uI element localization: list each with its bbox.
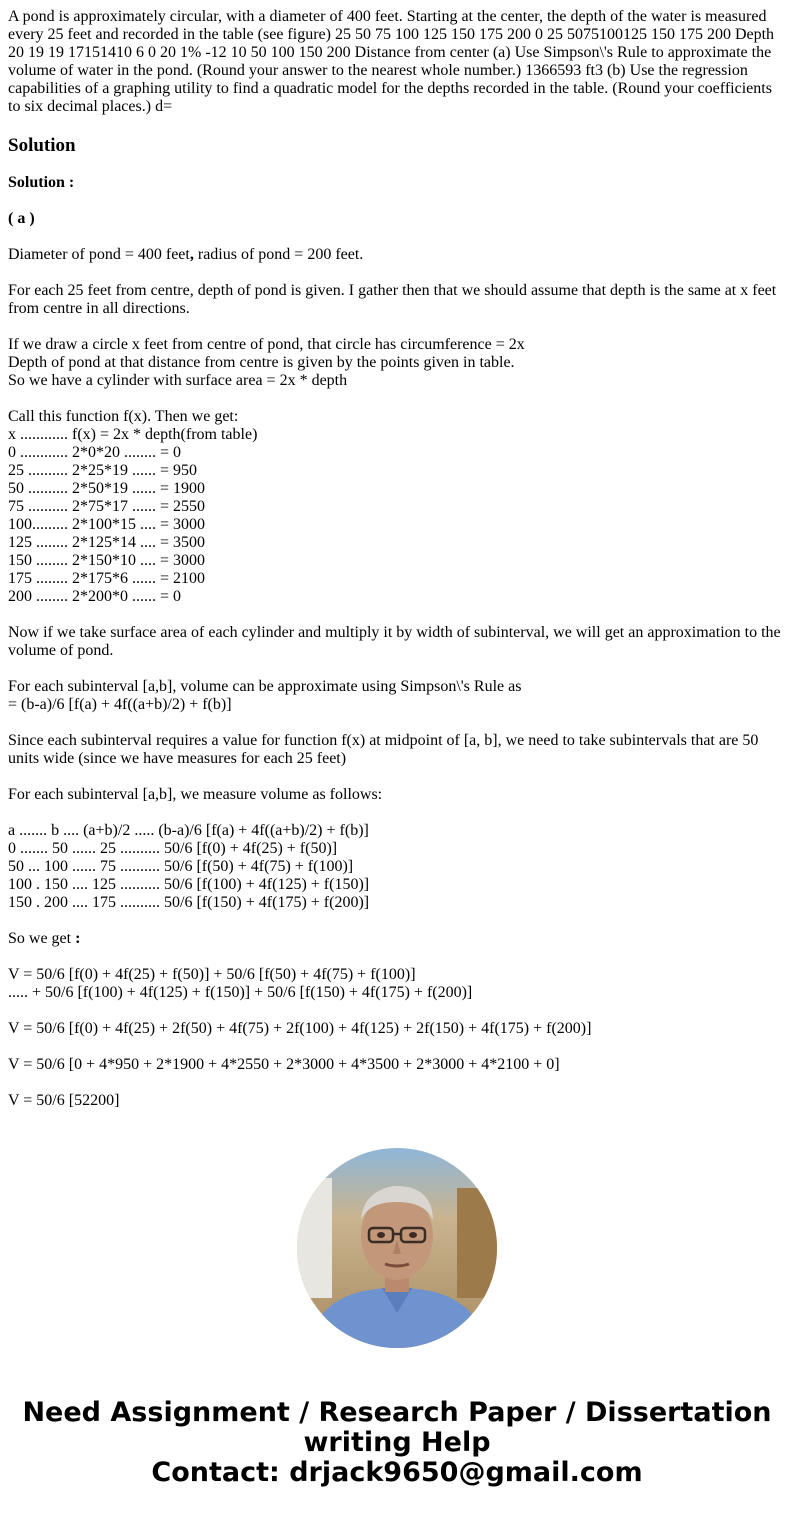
footer-banner [8,1398,786,1488]
simpson-line: = (b-a)/6 [f(a) + 4f((a+b)/2) + f(b)] [8,696,232,713]
radius-text: radius of pond = 200 feet. [193,246,364,263]
interval-line: 100 . 150 .... 125 .......... 50/6 [f(100) + 4f(125) + f(150)] [8,876,370,893]
each-25-paragraph: For each 25 feet from centre, depth of pond is given. I gather then that we should assume that depth is the same at x feet from centre in all directions. [8,282,777,317]
author-avatar [297,1148,497,1348]
volume-substituted: V = 50/6 [0 + 4*950 + 2*1900 + 4*2550 + 2*3000 + 4*3500 + 2*3000 + 4*2100 + 0] [8,1056,560,1073]
interval-table [8,822,786,912]
diameter-comma: , [189,246,194,263]
footer-line: Need Assignment / Research Paper / Dissertation [22,1397,772,1428]
measure-paragraph: For each subinterval [a,b], we measure volume as follows: [8,786,383,803]
function-line: 175 ........ 2*175*6 ...... = 2100 [8,570,206,587]
simpson-line: For each subinterval [a,b], volume can be approximate using Simpson\'s Rule as [8,678,522,695]
circle-line: If we draw a circle x feet from centre of pond, that circle has circumference = 2x [8,336,525,353]
simpson-paragraph [8,678,786,714]
function-line: 0 ............ 2*0*20 ........ = 0 [8,444,182,461]
volume-line: V = 50/6 [f(0) + 4f(25) + f(50)] + 50/6 [f(50) + 4f(75) + f(100)] [8,966,416,983]
interval-line: 0 ....... 50 ...... 25 .......... 50/6 [f(0) + 4f(25) + f(50)] [8,840,338,857]
surface-paragraph: Now if we take surface area of each cylinder and multiply it by width of subinterval, we will get an approximation to the volume of pond. [8,624,781,659]
function-line: 125 ........ 2*125*14 .... = 3500 [8,534,206,551]
function-line: 200 ........ 2*200*0 ...... = 0 [8,588,182,605]
question-text: A pond is approximately circular, with a diameter of 400 feet. Starting at the center, the depth of the water is measured every 25 feet and recorded in the table (see figure) 25 50 75 100 125 150 175 200 0 25 5075100125 150 175 200 Depth 20 19 19 17151410 6 0 20 1% -12 10 50 100 150 200 Distance from center (a) Use Simpson\'s Rule to approximate the volume of water in the pond. (Round your answer to the nearest whole number.) 1366593 ft3 (b) Use the regression capabilities of a graphing utility to find a quadratic model for the depths recorded in the table. (Round your coefficients to six decimal places.) d= [8,8,775,115]
volume-expansion [8,966,786,1002]
interval-line: a ....... b .... (a+b)/2 ..... (b-a)/6 [f(a) + 4f((a+b)/2) + f(b)] [8,822,369,839]
author-portrait-icon [297,1148,497,1348]
part-a-label: ( a ) [8,210,35,227]
volume-combined: V = 50/6 [f(0) + 4f(25) + 2f(50) + 4f(75) + 2f(100) + 4f(125) + 2f(150) + 4f(175) + f(200)] [8,1020,592,1037]
interval-line: 150 . 200 .... 175 .......... 50/6 [f(150) + 4f(175) + f(200)] [8,894,370,911]
function-line: 50 .......... 2*50*19 ...... = 1900 [8,480,206,497]
so-we-get-colon: : [75,930,81,947]
function-line: x ............ f(x) = 2x * depth(from table) [8,426,258,443]
so-we-get [8,930,786,948]
circle-line: So we have a cylinder with surface area = 2x * depth [8,372,348,389]
solution-label: Solution : [8,174,75,191]
function-line: Call this function f(x). Then we get: [8,408,239,425]
circle-line: Depth of pond at that distance from centre is given by the points given in table. [8,354,515,371]
solution-heading: Solution [8,135,76,156]
diameter-text: Diameter of pond = 400 feet [8,246,190,263]
volume-line: ..... + 50/6 [f(100) + 4f(125) + f(150)] + 50/6 [f(150) + 4f(175) + f(200)] [8,984,473,1001]
interval-line: 50 ... 100 ...... 75 .......... 50/6 [f(50) + 4f(75) + f(100)] [8,858,354,875]
function-table [8,408,786,606]
footer-line: writing Help [303,1427,491,1458]
circle-paragraph [8,336,786,390]
diameter-line [8,246,786,264]
function-line: 150 ........ 2*150*10 .... = 3000 [8,552,206,569]
function-line: 100......... 2*100*15 .... = 3000 [8,516,206,533]
midpoint-paragraph: Since each subinterval requires a value for function f(x) at midpoint of [a, b], we need to take subintervals that are 50 units wide (since we have measures for each 25 feet) [8,732,759,767]
footer-contact: Contact: drjack9650@gmail.com [151,1457,643,1488]
avatar-container [8,1148,786,1348]
function-line: 75 .......... 2*75*17 ...... = 2550 [8,498,206,515]
function-line: 25 .......... 2*25*19 ...... = 950 [8,462,198,479]
so-we-get-text: So we get [8,930,76,947]
volume-result: V = 50/6 [52200] [8,1092,120,1109]
